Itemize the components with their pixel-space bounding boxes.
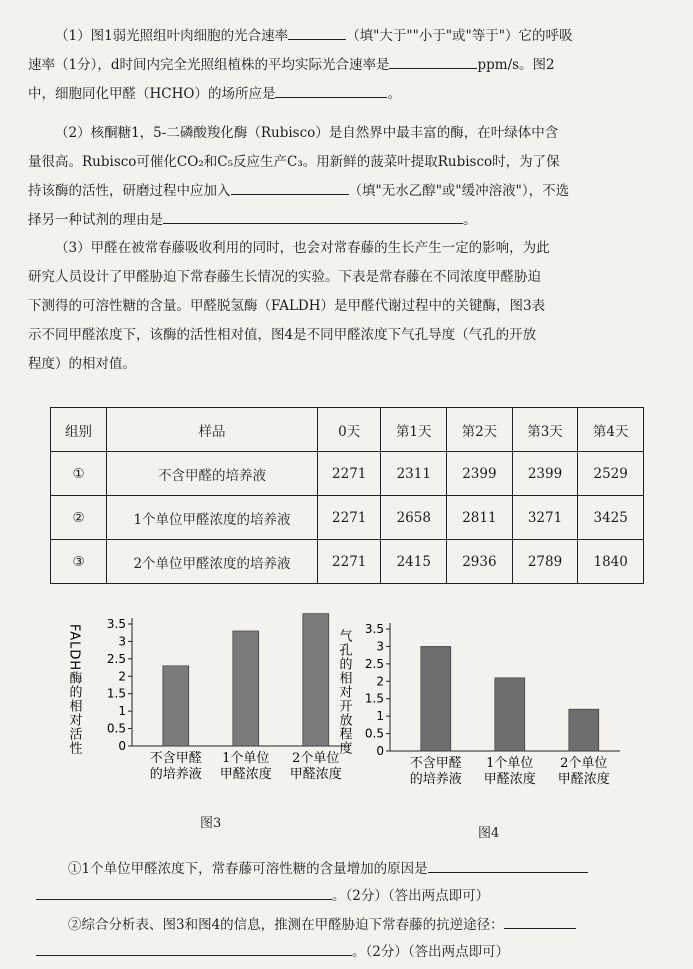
table-cell: 2311 — [381, 452, 447, 496]
figure-4-caption: 图4 — [478, 826, 500, 841]
bar — [163, 666, 189, 746]
table-cell: 不含甲醛的培养液 — [107, 452, 318, 496]
table-header-cell: 0天 — [318, 408, 381, 452]
table-cell: 2399 — [447, 452, 513, 496]
y-tick-label: 0.5 — [106, 721, 126, 736]
q3-line-c: 下测得的可溶性糖的含量。甲醛脱氢酶（FALDH）是甲醛代谢过程中的关键酶，图3表 — [28, 298, 546, 314]
figure-3-faldh-activity-chart — [60, 600, 350, 800]
table-cell: 1个单位甲醛浓度的培养液 — [107, 496, 318, 540]
x-tick-label: 1个单位 — [222, 751, 270, 766]
x-tick-label: 的培养液 — [409, 772, 462, 787]
answer-blank[interactable] — [163, 209, 463, 224]
y-tick-label: 3 — [376, 639, 384, 654]
y-tick-label: 1 — [376, 709, 384, 724]
y-axis-label: FALDH酶的相对活性 — [66, 624, 82, 756]
sub-question-1 — [68, 857, 588, 877]
table-cell: 2个单位甲醛浓度的培养液 — [107, 540, 318, 584]
sub-question-1-text: ①1个单位甲醛浓度下，常春藤可溶性糖的含量增加的原因是 — [68, 861, 428, 877]
table-cell: ② — [51, 496, 107, 540]
y-tick-label: 3.5 — [364, 622, 384, 636]
q2-part-e: 择另一种试剂的理由是 — [28, 212, 163, 228]
y-axis-label: 气孔的相对开放程度 — [336, 629, 352, 755]
y-tick-label: 0 — [118, 739, 126, 753]
bar — [569, 709, 599, 751]
table-header-cell: 样品 — [107, 408, 318, 452]
sugar-content-table — [50, 407, 644, 584]
table-cell: 2415 — [381, 540, 447, 584]
x-tick-label: 不含甲醛 — [409, 756, 462, 771]
q2-part-d: （填"无水乙醇"或"缓冲溶液"），不选 — [348, 183, 570, 199]
y-tick-label: 2.5 — [364, 656, 384, 671]
table-cell: 2271 — [318, 540, 381, 584]
table-cell: 2789 — [512, 540, 578, 584]
x-tick-label: 2个单位 — [560, 756, 608, 771]
y-tick-label: 3 — [118, 634, 126, 649]
bar — [233, 631, 259, 746]
q3-line-d: 示不同甲醛浓度下，该酶的活性相对值，图4是不同甲醛浓度下气孔导度（气孔的开放 — [28, 327, 537, 343]
table-row — [51, 452, 644, 496]
q1-part-c: 速率（1分），d时间内完全光照组植株的平均实际光合速率是 — [28, 57, 390, 73]
bar — [495, 678, 525, 751]
table-cell: 3271 — [512, 496, 578, 540]
answer-blank[interactable] — [36, 941, 352, 956]
y-tick-label: 3.5 — [106, 617, 126, 631]
sub-question-1-tail — [36, 884, 489, 904]
table-cell: 2936 — [447, 540, 513, 584]
bar — [303, 614, 329, 746]
x-tick-label: 1个单位 — [486, 756, 534, 771]
x-tick-label: 不含甲醛 — [149, 751, 202, 766]
sub-question-2 — [68, 913, 576, 933]
figure-3-caption: 图3 — [200, 816, 222, 831]
table-header-cell: 组别 — [51, 408, 107, 452]
table-header-cell: 第2天 — [447, 408, 513, 452]
table-cell: ③ — [51, 540, 107, 584]
x-tick-label: 甲醛浓度 — [219, 767, 272, 782]
y-tick-label: 0.5 — [364, 726, 384, 741]
figure-4-stomatal-opening-chart — [330, 605, 620, 805]
answer-blank[interactable] — [275, 83, 387, 98]
table-cell: 2529 — [578, 452, 644, 496]
sub-question-1-points: 。（2分）（答出两点即可） — [332, 888, 490, 904]
q2-line-a: （2）核酮糖1，5-二磷酸羧化酶（Rubisco）是自然界中最丰富的酶，在叶绿体中含 — [55, 125, 559, 141]
q1-part-a: （1）图1弱光照组叶肉细胞的光合速率 — [55, 28, 289, 44]
table-cell: 2399 — [512, 452, 578, 496]
sub-question-2-tail — [36, 940, 509, 960]
answer-blank[interactable] — [36, 885, 332, 900]
x-tick-label: 甲醛浓度 — [557, 772, 610, 787]
answer-blank[interactable] — [231, 180, 349, 195]
table-row — [51, 496, 644, 540]
x-tick-label: 的培养液 — [149, 767, 202, 782]
x-tick-label: 甲醛浓度 — [483, 772, 536, 787]
bar — [421, 646, 451, 751]
y-tick-label: 0 — [376, 744, 384, 758]
question-2-text: （2）核酮糖1，5-二磷酸羧化酶（Rubisco）是自然界中最丰富的酶，在叶绿体中含 量很高。Rubisco可催化CO₂和C₅反应生产C₃。用新鲜的菠菜叶提取Rubisco时，为了保 持该酶的活性，研磨过程中应加入 （填"无水乙醇"或"缓冲溶液"），不选 择另一种试剂的理由是 。 — [28, 119, 670, 235]
table-cell: 2658 — [381, 496, 447, 540]
y-tick-label: 1 — [118, 704, 126, 719]
q1-part-d: ppm/s。图2 — [477, 57, 555, 73]
answer-blank[interactable] — [428, 858, 588, 873]
y-tick-label: 2.5 — [106, 651, 126, 666]
sub-question-2-points: 。（2分）（答出两点即可） — [352, 944, 510, 960]
answer-blank[interactable] — [288, 25, 346, 40]
y-tick-label: 1.5 — [106, 686, 126, 701]
q1-part-b: （填"大于""小于"或"等于"）它的呼吸 — [346, 28, 573, 44]
table-header-cell: 第4天 — [578, 408, 644, 452]
q3-line-b: 研究人员设计了甲醛胁迫下常春藤生长情况的实验。下表是常春藤在不同浓度甲醛胁迫 — [28, 269, 541, 285]
table-cell: 2271 — [318, 496, 381, 540]
table-header-cell: 第1天 — [381, 408, 447, 452]
x-tick-label: 甲醛浓度 — [289, 767, 342, 782]
table-header-row — [51, 408, 644, 452]
answer-blank[interactable] — [504, 914, 576, 929]
question-1-text: （1）图1弱光照组叶肉细胞的光合速率 （填"大于""小于"或"等于"）它的呼吸 速率（1分），d时间内完全光照组植株的平均实际光合速率是 ppm/s。图2 中，细胞同化甲醛（HCHO）的场所应是 。 — [28, 22, 670, 109]
table-cell: 2271 — [318, 452, 381, 496]
x-tick-label: 2个单位 — [292, 751, 340, 766]
answer-blank[interactable] — [389, 54, 477, 69]
y-tick-label: 1.5 — [364, 691, 384, 706]
y-tick-label: 2 — [118, 669, 126, 684]
sub-question-2-text: ②综合分析表、图3和图4的信息，推测在甲醛胁迫下常春藤的抗逆途径： — [68, 917, 504, 933]
table-cell: 3425 — [578, 496, 644, 540]
table-cell: 1840 — [578, 540, 644, 584]
table-cell: 2811 — [447, 496, 513, 540]
q3-line-e: 程度）的相对值。 — [28, 356, 136, 372]
table-cell: ① — [51, 452, 107, 496]
table-row — [51, 540, 644, 584]
question-3-text — [28, 234, 670, 379]
table-header-cell: 第3天 — [512, 408, 578, 452]
q3-line-a: （3）甲醛在被常春藤吸收利用的同时，也会对常春藤的生长产生一定的影响，为此 — [55, 240, 550, 256]
q1-part-e: 中，细胞同化甲醛（HCHO）的场所应是 — [28, 86, 276, 102]
y-tick-label: 2 — [376, 674, 384, 689]
q2-line-b: 量很高。Rubisco可催化CO₂和C₅反应生产C₃。用新鲜的菠菜叶提取Rubisco时，为了保 — [28, 154, 560, 170]
q2-part-c: 持该酶的活性，研磨过程中应加入 — [28, 183, 231, 199]
